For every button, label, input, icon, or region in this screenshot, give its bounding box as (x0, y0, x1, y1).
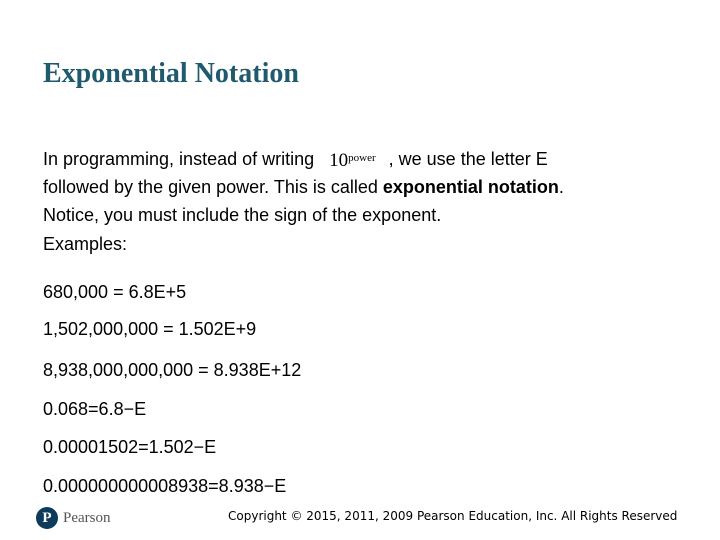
example-3: 8,938,000,000,000 = 8.938E+12 (43, 360, 302, 380)
power-exponent: power (348, 152, 376, 164)
intro-line-1-after: , we use the letter E (388, 149, 548, 169)
intro-line-2-before: followed by the given power. This is called (43, 177, 383, 197)
intro-line-1-before: In programming, instead of writing (43, 149, 315, 169)
intro-paragraph (43, 145, 693, 229)
example-1: 680,000 = 6.8E+5 (43, 282, 187, 302)
intro-line-1 (43, 145, 693, 173)
pearson-logo-text: Pearson (63, 509, 111, 526)
power-base: 10 (329, 150, 349, 171)
copyright-notice: Copyright © 2015, 2011, 2009 Pearson Education, Inc. All Rights Reserved (228, 509, 678, 523)
power-expression (329, 147, 376, 175)
intro-line-3: Notice, you must include the sign of the exponent. (43, 205, 442, 225)
pearson-logo-icon: P (36, 507, 58, 529)
term-exponential-notation: exponential notation (382, 177, 559, 197)
slide-title: Exponential Notation (43, 58, 299, 89)
example-5: 0.00001502=1.502−E (43, 437, 217, 457)
example-2: 1,502,000,000 = 1.502E+9 (43, 319, 257, 339)
pearson-logo (36, 506, 111, 530)
intro-line-2-after: . (558, 177, 564, 197)
examples-label: Examples: (43, 234, 128, 254)
intro-line-2 (43, 173, 693, 201)
example-6: 0.000000000008938=8.938−E (43, 476, 287, 496)
example-4: 0.068=6.8−E (43, 399, 147, 419)
